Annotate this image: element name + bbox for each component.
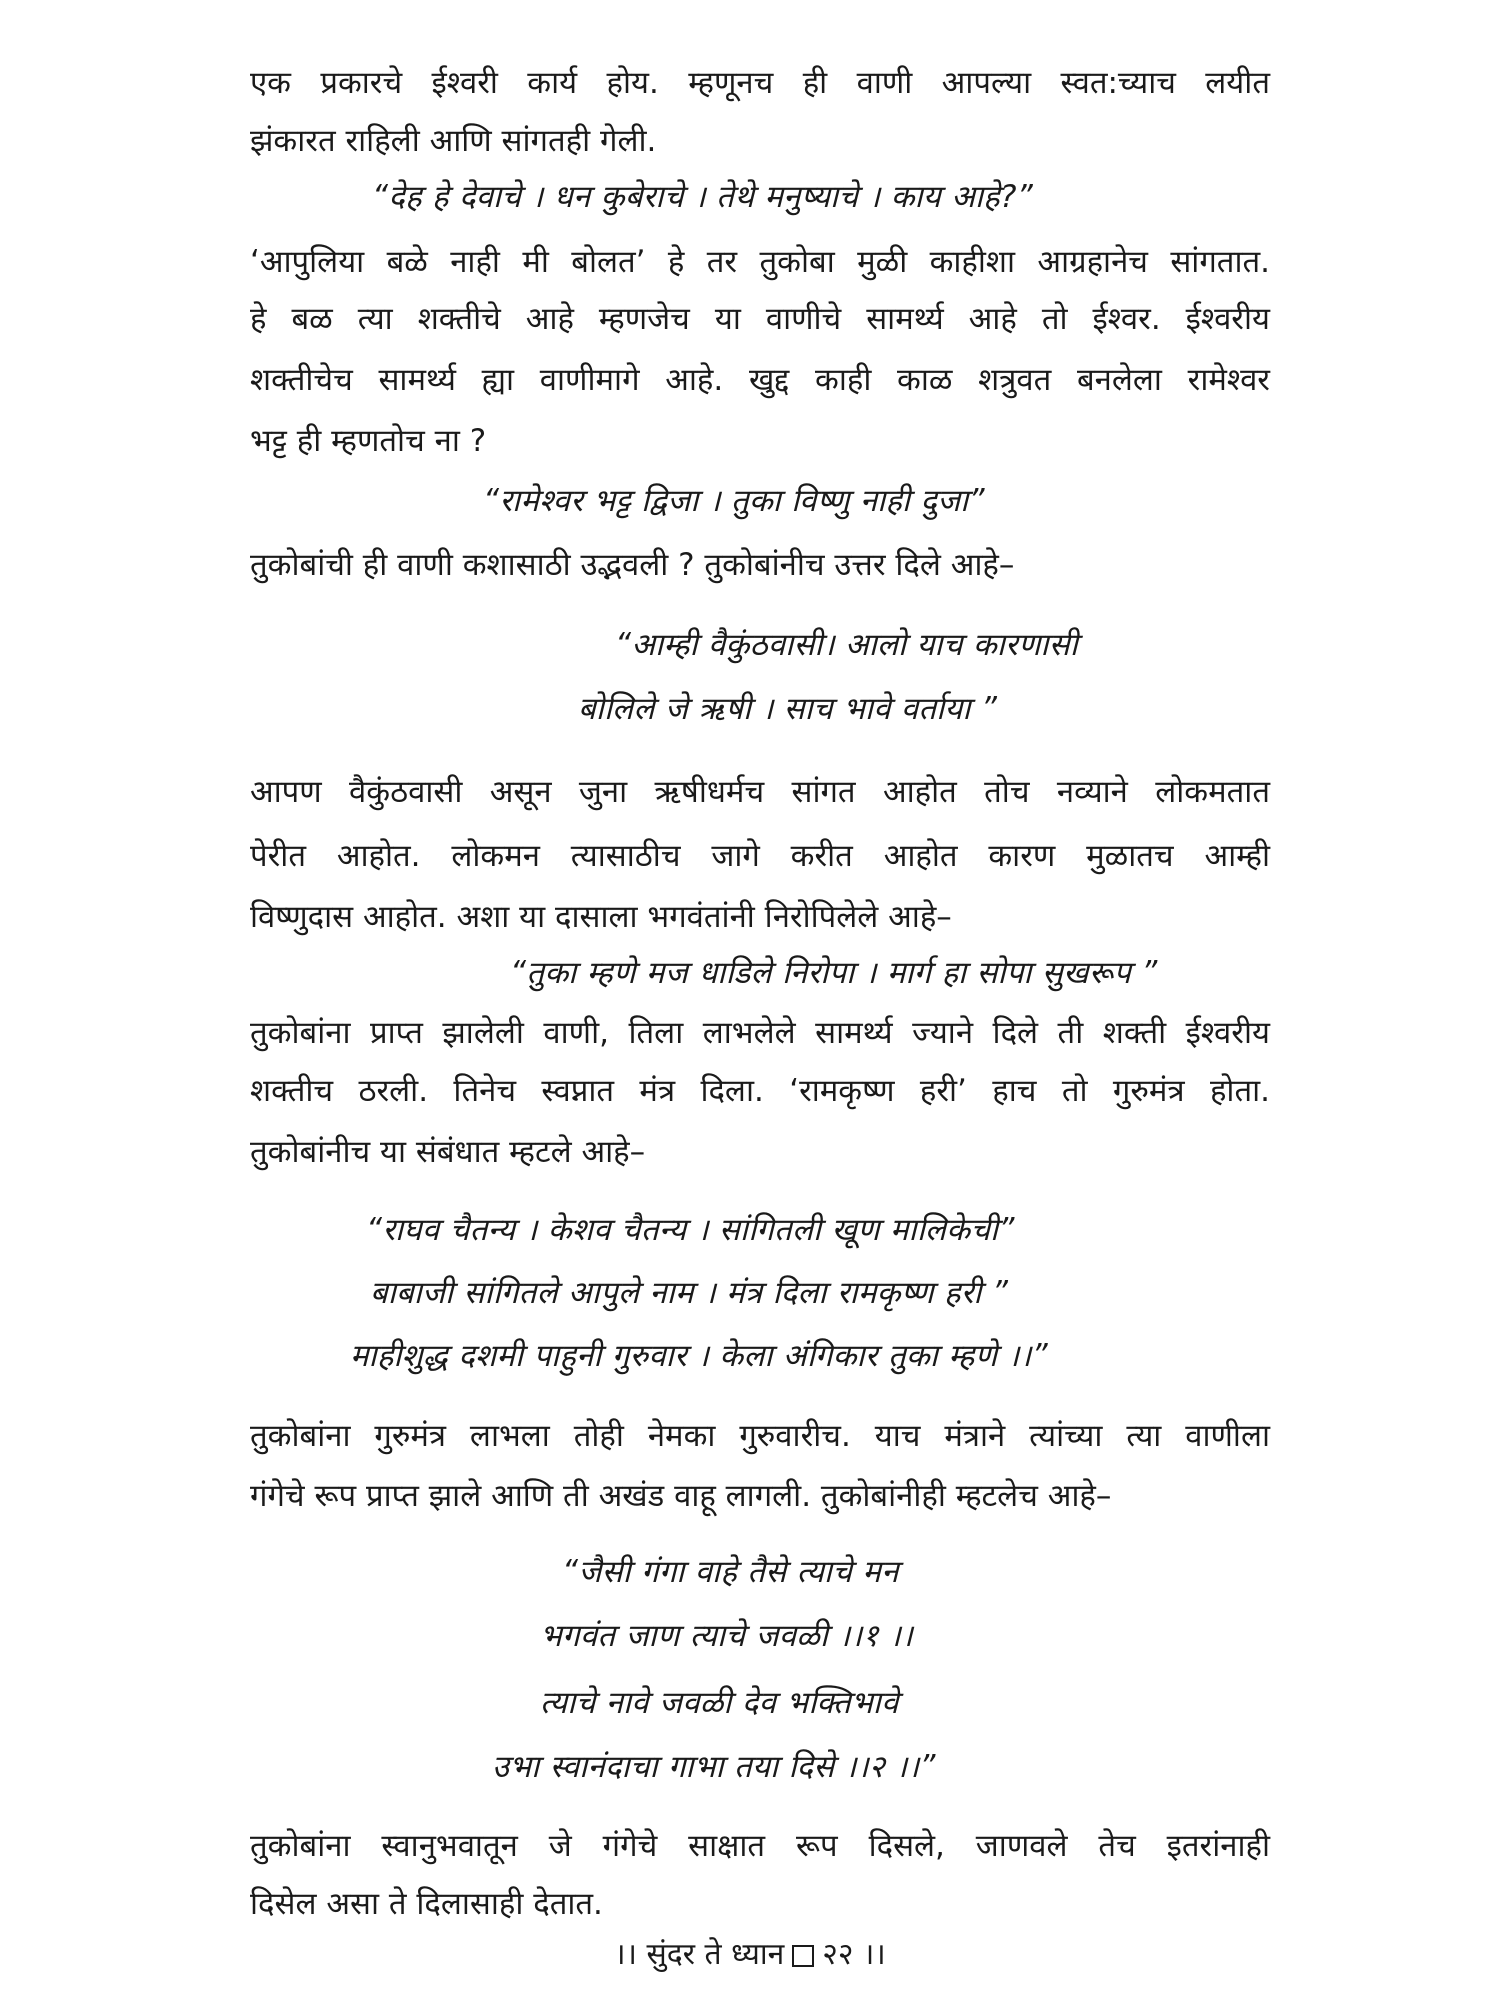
paragraph-line: आपण वैकुंठवासी असून जुना ऋषीधर्मच सांगत आहोत तोच नव्याने लोकमतात [250,774,1270,810]
paragraph-line: दिसेल असा ते दिलासाही देतात. [250,1886,603,1922]
paragraph-line: भट्ट ही म्हणतोच ना ? [250,423,487,459]
paragraph-line: विष्णुदास आहोत. अशा या दासाला भगवंतांनी निरोपिलेले आहे– [250,899,952,935]
verse-line: माहीशुद्ध दशमी पाहुनी गुरुवार । केला अंगिकार तुका म्हणे ।।” [350,1338,1048,1374]
verse-line: “जैसी गंगा वाहे तैसे त्याचे मन [562,1554,899,1590]
paragraph-line: शक्तीचेच सामर्थ्य ह्या वाणीमागे आहे. खुद्द काही काळ शत्रुवत बनलेला रामेश्वर [250,362,1270,398]
paragraph-line: तुकोबांची ही वाणी कशासाठी उद्भवली ? तुकोबांनीच उत्तर दिले आहे– [250,547,1015,583]
paragraph-line: तुकोबांना स्वानुभवातून जे गंगेचे साक्षात रूप दिसले, जाणवले तेच इतरांनाही [250,1828,1270,1864]
square-box-icon [792,1945,814,1967]
page-number: २२ ।। [822,1937,886,1972]
verse-line: उभा स्वानंदाचा गाभा तया दिसे ।।२ ।।” [492,1749,936,1785]
verse-line: भगवंत जाण त्याचे जवळी ।।१ ।। [540,1618,914,1654]
verse-line: “राघव चैतन्य । केशव चैतन्य । सांगितली खूण मालिकेची” [366,1212,1015,1248]
verse-line: “देह हे देवाचे । धन कुबेराचे । तेथे मनुष्याचे । काय आहे?” [372,179,1034,215]
paragraph-line: तुकोबांना प्राप्त झालेली वाणी, तिला लाभलेले सामर्थ्य ज्याने दिले ती शक्ती ईश्वरीय [250,1015,1270,1051]
verse-line: बोलिले जे ऋषी । साच भावे वर्ताया ” [578,691,998,727]
paragraph-line: शक्तीच ठरली. तिनेच स्वप्नात मंत्र दिला. ‘रामकृष्ण हरी’ हाच तो गुरुमंत्र होता. [250,1073,1270,1109]
verse-line: “तुका म्हणे मज धाडिले निरोपा । मार्ग हा सोपा सुखरूप ” [510,955,1158,991]
paragraph-line: झंकारत राहिली आणि सांगतही गेली. [250,123,657,159]
footer-title: ।। सुंदर ते ध्यान [614,1937,785,1972]
paragraph-line: तुकोबांना गुरुमंत्र लाभला तोही नेमका गुरुवारीच. याच मंत्राने त्यांच्या त्या वाणीला [250,1418,1270,1454]
verse-line: त्याचे नावे जवळी देव भक्तिभावे [540,1685,899,1721]
paragraph-line: ‘आपुलिया बळे नाही मी बोलत’ हे तर तुकोबा मुळी काहीशा आग्रहानेच सांगतात. [250,244,1270,280]
paragraph-line: पेरीत आहोत. लोकमन त्यासाठीच जागे करीत आहोत कारण मुळातच आम्ही [250,838,1270,874]
verse-line: “आम्ही वैकुंठवासी। आलो याच कारणासी [615,627,1079,663]
paragraph-line: तुकोबांनीच या संबंधात म्हटले आहे– [250,1134,646,1170]
verse-line: “रामेश्वर भट्ट द्विजा । तुका विष्णु नाही दुजा” [483,483,985,519]
paragraph-line: एक प्रकारचे ईश्वरी कार्य होय. म्हणूनच ही वाणी आपल्या स्वत:च्याच लयीत [250,65,1270,101]
paragraph-line: हे बळ त्या शक्तीचे आहे म्हणजेच या वाणीचे सामर्थ्य आहे तो ईश्वर. ईश्वरीय [250,301,1270,337]
paragraph-line: गंगेचे रूप प्राप्त झाले आणि ती अखंड वाहू लागली. तुकोबांनीही म्हटलेच आहे– [250,1478,1112,1514]
page-footer [0,1933,1500,1977]
verse-line: बाबाजी सांगितले आपुले नाम । मंत्र दिला रामकृष्ण हरी ” [370,1275,1009,1311]
